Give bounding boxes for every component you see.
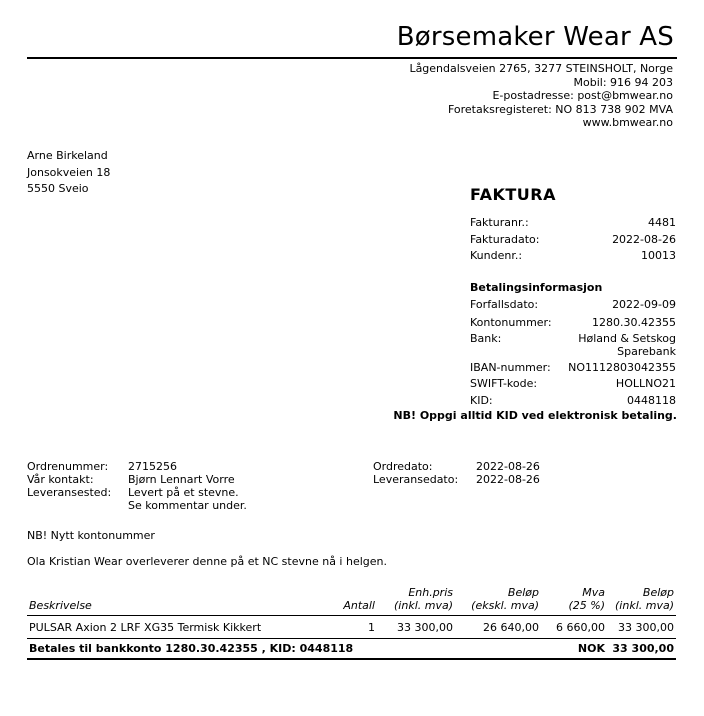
payment-info-heading: Betalingsinformasjon — [470, 281, 603, 294]
company-registry: Foretaksregisteret: NO 813 738 902 MVA — [447, 102, 673, 116]
order-info-left — [27, 460, 247, 512]
company-website: www.bmwear.no — [582, 116, 673, 130]
col-header-amount-ex-vat-line-2: (ekskl. mva) — [471, 599, 539, 612]
kid-value: 0448118 — [627, 394, 676, 407]
customer-number-label: Kundenr.: — [470, 249, 523, 262]
order-number-label: Ordrenummer: — [27, 460, 109, 473]
customer-name: Arne Birkeland — [27, 149, 108, 162]
company-email: E-postadresse: post@bmwear.no — [492, 89, 673, 103]
due-date-label: Forfallsdato: — [470, 298, 539, 311]
line-items-table — [27, 584, 676, 660]
invoice-number-row — [470, 216, 676, 229]
kid-notice: NB! Oppgi alltid KID ved elektronisk betaling. — [393, 409, 677, 422]
due-date-value: 2022-09-09 — [612, 298, 676, 311]
total-row — [27, 639, 676, 660]
company-mobile: Mobil: 916 94 203 — [573, 75, 673, 89]
delivery-date-label: Leveransedato: — [373, 473, 459, 486]
swift-row — [470, 377, 676, 390]
col-header-unit-price-line-1: Enh.pris — [408, 586, 453, 599]
invoice-date-row — [470, 233, 676, 246]
account-row — [470, 316, 676, 329]
iban-value: NO1112803042355 — [568, 361, 676, 374]
row-description: PULSAR Axion 2 LRF XG35 Termisk Kikkert — [29, 621, 262, 634]
iban-label: IBAN-nummer: — [470, 361, 551, 374]
col-header-description: Beskrivelse — [29, 599, 92, 612]
total-amount: 33 300,00 — [607, 639, 676, 660]
header-divider — [27, 57, 677, 59]
customer-number-value: 10013 — [641, 249, 676, 262]
delivery-place-line-2: Se kommentar under. — [128, 499, 247, 512]
order-date-label: Ordredato: — [373, 460, 433, 473]
bank-value — [578, 332, 676, 358]
customer-address — [27, 148, 110, 198]
delivery-date-value: 2022-08-26 — [476, 473, 540, 486]
bank-row — [470, 332, 676, 358]
row-amount-inc-vat: 33 300,00 — [618, 621, 674, 634]
col-header-vat — [541, 584, 607, 616]
col-header-amount-inc-vat-line-1: Beløp — [642, 586, 674, 599]
delivery-place-value — [128, 486, 247, 512]
note-delivery: Ola Kristian Wear overleverer denne på et NC stevne nå i helgen. — [27, 555, 388, 568]
total-currency: NOK — [541, 639, 607, 660]
col-header-amount-inc-vat — [607, 584, 676, 616]
company-name: Børsemaker Wear AS — [396, 22, 674, 52]
customer-number-row — [470, 249, 676, 262]
col-header-unit-price-line-2: (inkl. mva) — [394, 599, 453, 612]
delivery-place-line-1: Levert på et stevne. — [128, 486, 239, 499]
account-value: 1280.30.42355 — [592, 316, 676, 329]
company-contact-block — [409, 62, 673, 130]
customer-city: 5550 Sveio — [27, 182, 89, 195]
table-row — [27, 616, 676, 639]
company-address: Lågendalsveien 2765, 3277 STEINSHOLT, Norge — [409, 62, 673, 75]
delivery-place-label: Leveransested: — [27, 486, 112, 499]
col-header-unit-price — [377, 584, 455, 616]
col-header-amount-inc-vat-line-2: (inkl. mva) — [615, 599, 674, 612]
kid-label: KID: — [470, 394, 493, 407]
total-label: Betales til bankkonto 1280.30.42355 , KID: 0448118 — [27, 639, 541, 660]
order-number-value: 2715256 — [128, 460, 177, 473]
bank-name-line-2: Sparebank — [617, 345, 676, 358]
bank-name-line-1: Høland & Setskog — [578, 332, 676, 345]
customer-street: Jonsokveien 18 — [27, 165, 111, 179]
table-header-row — [27, 584, 676, 616]
row-vat: 6 660,00 — [556, 621, 605, 634]
row-quantity: 1 — [368, 621, 375, 634]
bank-label: Bank: — [470, 332, 502, 345]
swift-label: SWIFT-kode: — [470, 377, 538, 390]
due-date-row — [470, 298, 676, 311]
col-header-quantity: Antall — [343, 599, 375, 612]
invoice-title: FAKTURA — [470, 185, 556, 204]
col-header-vat-line-1: Mva — [582, 586, 605, 599]
order-info-right — [373, 460, 540, 486]
iban-row — [470, 361, 676, 374]
contact-value: Bjørn Lennart Vorre — [128, 473, 235, 486]
invoice-date-label: Fakturadato: — [470, 233, 540, 246]
col-header-amount-ex-vat-line-1: Beløp — [507, 586, 539, 599]
invoice-date-value: 2022-08-26 — [612, 233, 676, 246]
row-amount-ex-vat: 26 640,00 — [483, 621, 539, 634]
order-date-value: 2022-08-26 — [476, 460, 540, 473]
col-header-amount-ex-vat — [455, 584, 541, 616]
col-header-vat-line-2: (25 %) — [568, 599, 605, 612]
row-unit-price: 33 300,00 — [397, 621, 453, 634]
kid-row — [470, 394, 676, 407]
account-label: Kontonummer: — [470, 316, 552, 329]
invoice-number-value: 4481 — [648, 216, 676, 229]
swift-value: HOLLNO21 — [615, 377, 676, 390]
invoice-number-label: Fakturanr.: — [470, 216, 529, 229]
contact-label: Vår kontakt: — [27, 473, 94, 486]
note-new-account: NB! Nytt kontonummer — [27, 529, 155, 542]
